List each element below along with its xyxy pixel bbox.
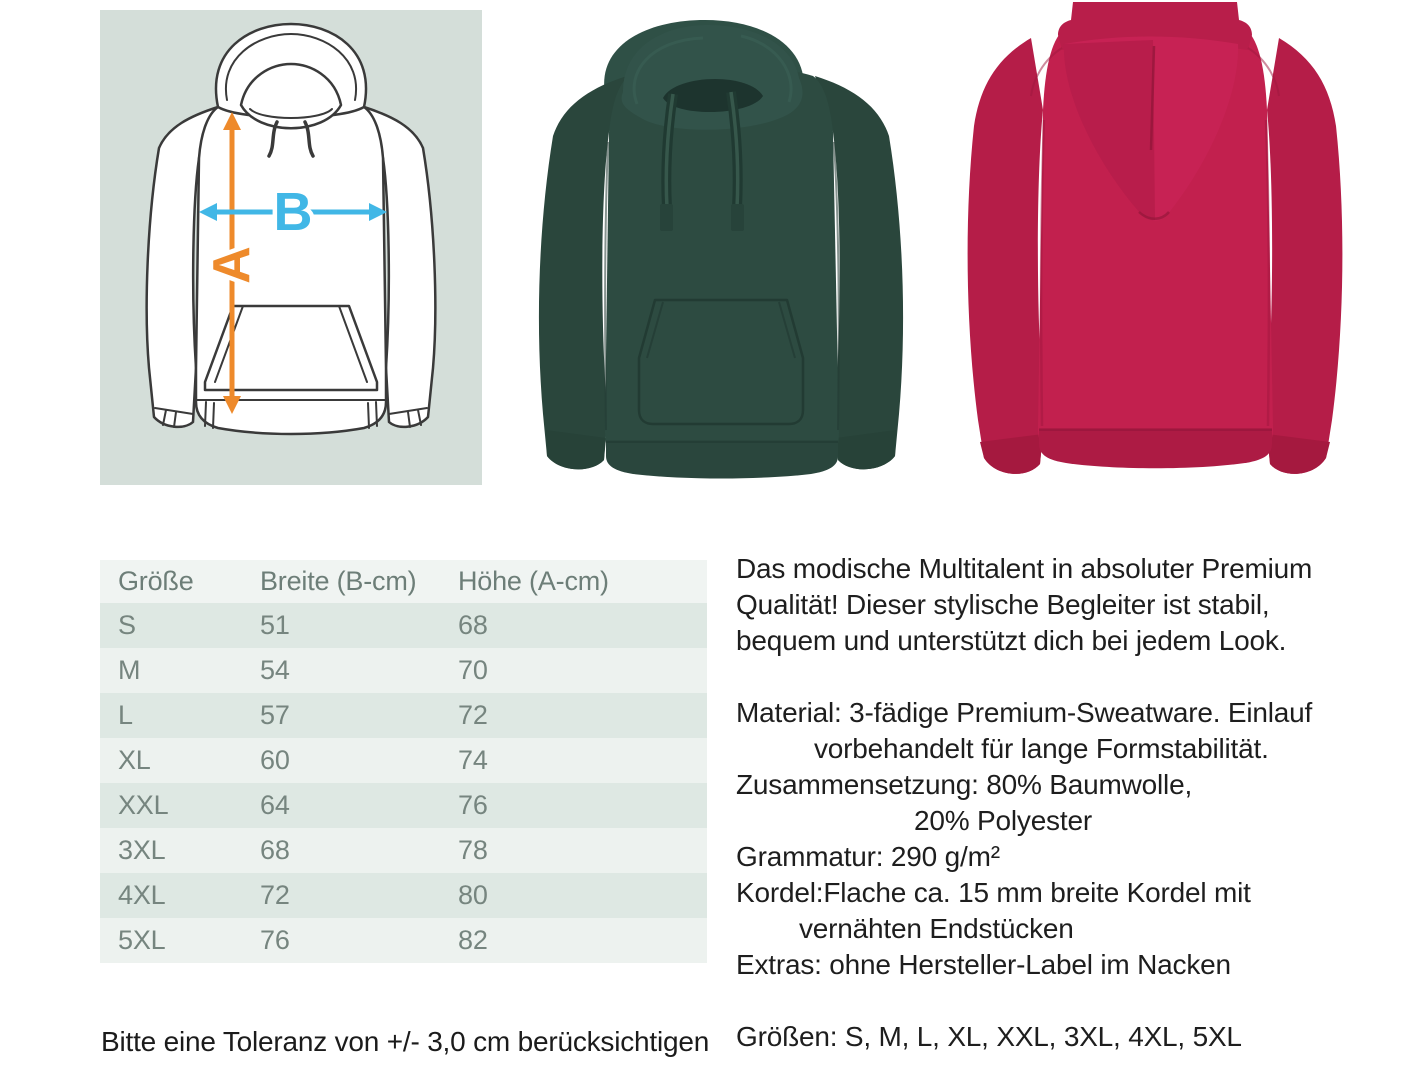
hoodie-measurement-diagram-icon (100, 10, 482, 485)
column-header-groesse: Größe (100, 560, 242, 603)
description-line: Das modische Multitalent in absoluter Premium (736, 553, 1313, 584)
table-row: L 57 72 (100, 693, 707, 738)
size-table-header-row (100, 560, 707, 603)
hoodie-front-green-icon (505, 12, 937, 482)
table-row: XXL 64 76 (100, 783, 707, 828)
table-row: 5XL 76 82 (100, 918, 707, 963)
table-row: XL 60 74 (100, 738, 707, 783)
size-table (100, 560, 707, 963)
table-row: 4XL 72 80 (100, 873, 707, 918)
column-header-breite: Breite (B-cm) (242, 560, 440, 603)
description-line: Extras: ohne Hersteller-Label im Nacken (736, 949, 1231, 980)
description-line: vernähten Endstücken (799, 913, 1074, 944)
description-line: Zusammensetzung: 80% Baumwolle, (736, 769, 1193, 800)
description-line: 20% Polyester (914, 805, 1092, 836)
hoodie-back-red-icon (943, 0, 1367, 492)
description-line: Qualität! Dieser stylische Begleiter ist stabil, (736, 589, 1270, 620)
measure-label-b: B (273, 182, 313, 242)
product-photo-front[interactable] (505, 12, 937, 482)
description-line: bequem und unterstützt dich bei jedem Look. (736, 625, 1287, 656)
table-row: S 51 68 (100, 603, 707, 648)
description-line: Material: 3-fädige Premium-Sweatware. Einlauf (736, 697, 1313, 728)
size-diagram-panel (100, 10, 482, 485)
description-line: vorbehandelt für lange Formstabilität. (814, 733, 1269, 764)
product-description (736, 551, 1424, 1055)
measure-label-a: A (203, 246, 261, 284)
table-row: 3XL 68 78 (100, 828, 707, 873)
description-line: Kordel:Flache ca. 15 mm breite Kordel mit (736, 877, 1251, 908)
description-line: Grammatur: 290 g/m² (736, 841, 1000, 872)
description-line: Größen: S, M, L, XL, XXL, 3XL, 4XL, 5XL (736, 1021, 1242, 1052)
product-photo-back[interactable] (943, 0, 1367, 492)
column-header-hoehe: Höhe (A-cm) (440, 560, 707, 603)
table-row: M 54 70 (100, 648, 707, 693)
tolerance-note: Bitte eine Toleranz von +/- 3,0 cm berücksichtigen (101, 1026, 710, 1057)
